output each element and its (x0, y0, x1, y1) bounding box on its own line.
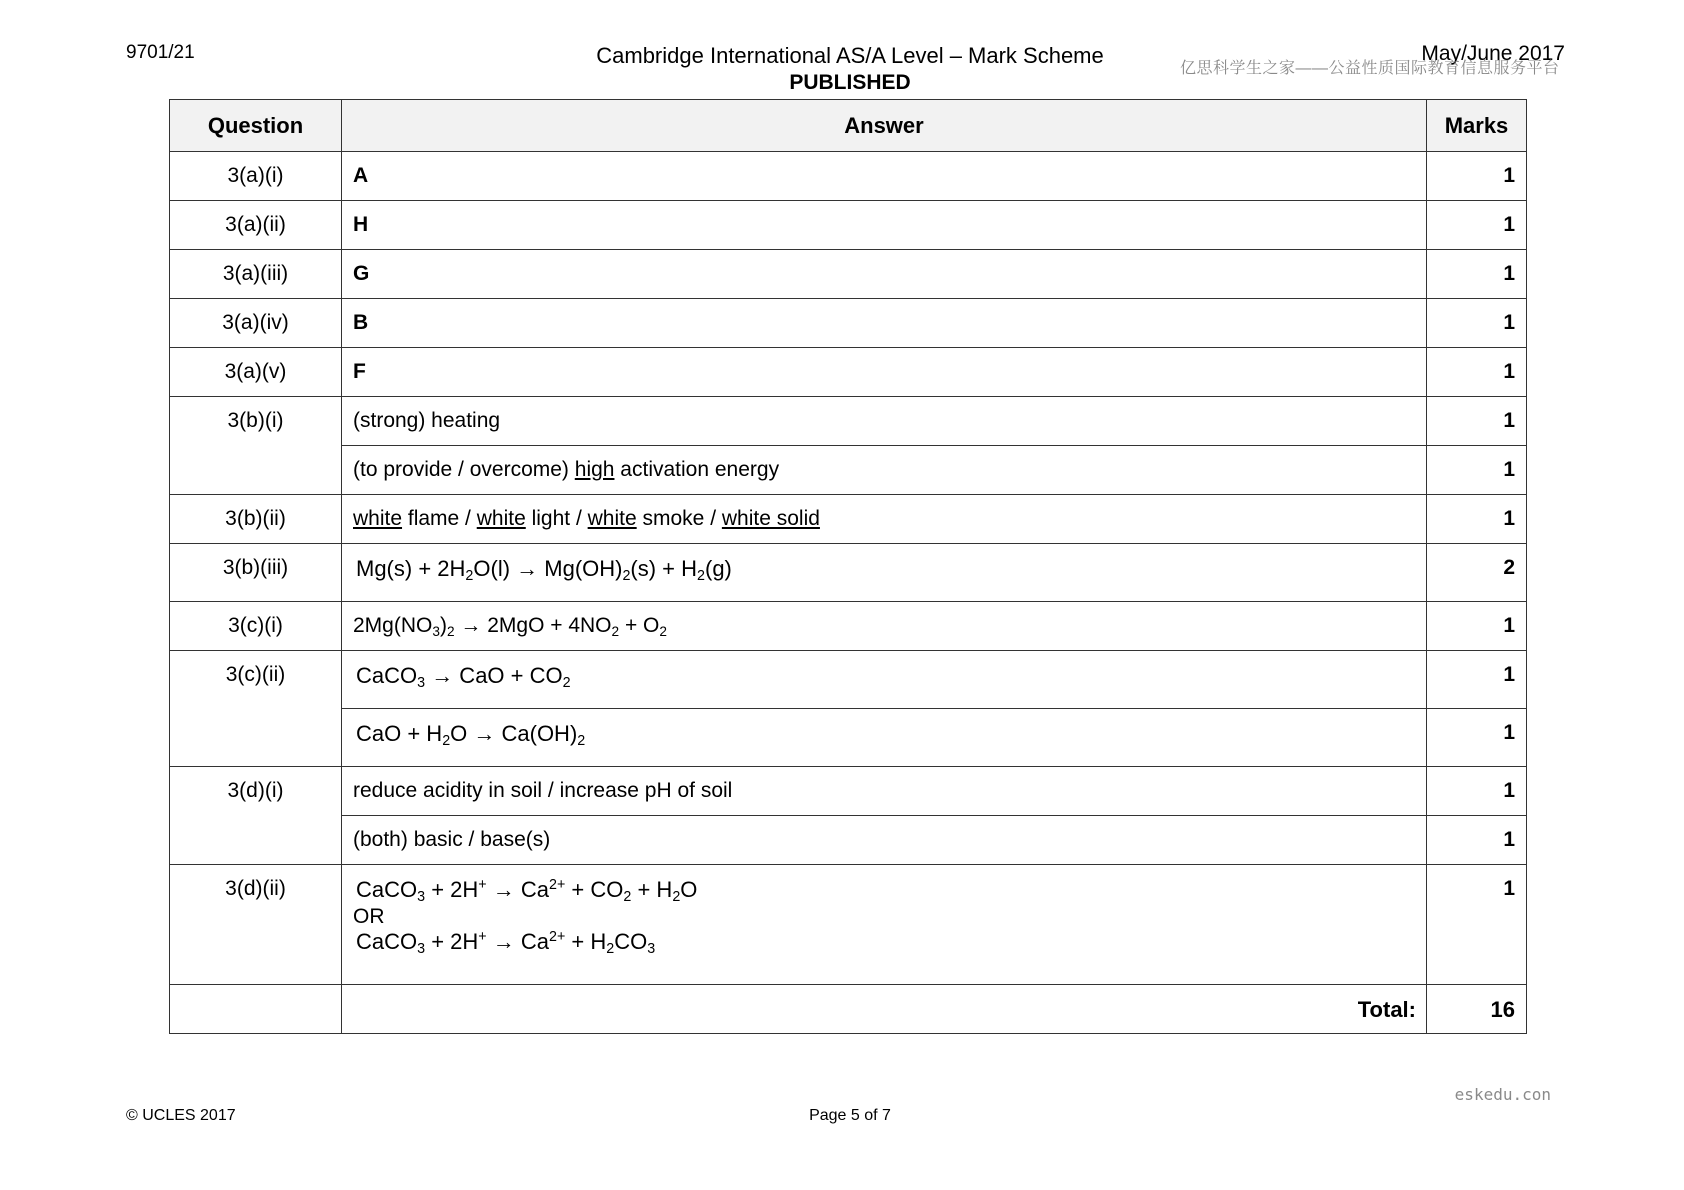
answer-cell (342, 544, 1427, 602)
answer-cell: (strong) heating (342, 397, 1427, 446)
question-cell: 3(b)(iii) (170, 544, 342, 602)
question-header: Question (170, 100, 342, 152)
answer-header: Answer (342, 100, 1427, 152)
question-cell: 3(a)(iv) (170, 299, 342, 348)
question-cell: 3(b)(i) (170, 397, 342, 495)
answer-cell: G (342, 250, 1427, 299)
mark-scheme-table (169, 99, 1527, 1034)
underlined-keyword: high (574, 458, 615, 481)
table-row (170, 544, 1527, 602)
answer-text: smoke / (636, 507, 722, 530)
marks-cell: 1 (1427, 446, 1527, 495)
answer-cell (342, 709, 1427, 767)
marks-cell: 1 (1427, 250, 1527, 299)
page-number: Page 5 of 7 (809, 1107, 891, 1124)
marks-cell: 1 (1427, 348, 1527, 397)
marks-cell: 1 (1427, 397, 1527, 446)
marks-cell: 1 (1427, 299, 1527, 348)
answer-text: activation energy (614, 458, 780, 481)
marks-cell: 1 (1427, 709, 1527, 767)
question-cell: 3(c)(i) (170, 602, 342, 651)
table-row (170, 250, 1527, 299)
answer-cell (342, 446, 1427, 495)
marks-cell: 1 (1427, 201, 1527, 250)
answer-cell: A (342, 152, 1427, 201)
answer-text: (to provide / overcome) (353, 458, 575, 481)
total-label: Total: (342, 985, 1427, 1034)
total-row (170, 985, 1527, 1034)
table-row (170, 709, 1527, 767)
question-cell: 3(a)(i) (170, 152, 342, 201)
underlined-keyword: white (587, 507, 637, 530)
chemical-equation: CaCO$_3$ → CaO + $CO_2$ (356, 663, 571, 691)
question-cell: 3(a)(v) (170, 348, 342, 397)
question-cell: 3(b)(ii) (170, 495, 342, 544)
chemical-equation: CaCO$_3$ + $2H^+ \to Ca^{2+} + H_2CO_3$ (356, 929, 656, 957)
table-row (170, 651, 1527, 709)
site-watermark: eskedu.con (1454, 1085, 1551, 1104)
answer-cell: F (342, 348, 1427, 397)
or-separator: OR (353, 905, 385, 928)
total-marks: 16 (1427, 985, 1527, 1034)
answer-text: flame / (402, 507, 477, 530)
question-cell: 3(d)(ii) (170, 865, 342, 985)
chemical-equation: $Mg(s) + 2H_2O(l) \to Mg(OH)_2(s) + H_2(g)$ (356, 556, 732, 584)
exam-session: May/June 2017 (1421, 42, 1565, 65)
document-title-text: Cambridge International AS/A Level – Mark Scheme (596, 43, 1104, 68)
published-label: PUBLISHED (789, 71, 911, 94)
answer-cell (342, 651, 1427, 709)
chemical-equation: $2Mg(NO_3)_2 \to 2MgO + 4NO_2 + O_2$ (353, 614, 667, 639)
table-row (170, 602, 1527, 651)
table-row (170, 446, 1527, 495)
answer-cell: (both) basic / base(s) (342, 816, 1427, 865)
marks-header: Marks (1427, 100, 1527, 152)
answer-text: light / (525, 507, 588, 530)
table-row (170, 299, 1527, 348)
marks-cell: 1 (1427, 816, 1527, 865)
empty-cell (170, 985, 342, 1034)
paper-code: 9701/21 (126, 42, 195, 63)
marks-cell: 1 (1427, 865, 1527, 985)
marks-cell: 1 (1427, 767, 1527, 816)
copyright: © UCLES 2017 (126, 1107, 236, 1124)
table-row (170, 816, 1527, 865)
answer-cell (342, 602, 1427, 651)
question-cell: 3(c)(ii) (170, 651, 342, 767)
question-cell: 3(a)(iii) (170, 250, 342, 299)
marks-cell: 1 (1427, 152, 1527, 201)
table-row (170, 152, 1527, 201)
answer-cell: H (342, 201, 1427, 250)
chemical-equation: CaO + $H_2O \to Ca(OH)_2$ (356, 721, 586, 749)
underlined-keyword: white (353, 507, 403, 530)
table-row (170, 495, 1527, 544)
table-row (170, 348, 1527, 397)
marks-cell: 1 (1427, 602, 1527, 651)
answer-cell: B (342, 299, 1427, 348)
chemical-equation: CaCO$_3$ + $2H^+ \to Ca^{2+} + CO_2 + H_2O$ (356, 877, 698, 905)
question-cell: 3(a)(ii) (170, 201, 342, 250)
watermark-text: 亿思科学生之家——公益性质国际教育信息服务平台 (1180, 60, 1560, 77)
marks-cell: 1 (1427, 495, 1527, 544)
table-row (170, 767, 1527, 816)
underlined-keyword: white (476, 507, 526, 530)
answer-cell: reduce acidity in soil / increase pH of soil (342, 767, 1427, 816)
question-cell: 3(d)(i) (170, 767, 342, 865)
table-row (170, 201, 1527, 250)
marks-cell: 1 (1427, 651, 1527, 709)
answer-cell (342, 865, 1427, 985)
underlined-keyword: white solid (721, 507, 820, 530)
table-row (170, 865, 1527, 985)
table-row (170, 397, 1527, 446)
marks-cell: 2 (1427, 544, 1527, 602)
table-header-row (170, 100, 1527, 152)
answer-cell (342, 495, 1427, 544)
